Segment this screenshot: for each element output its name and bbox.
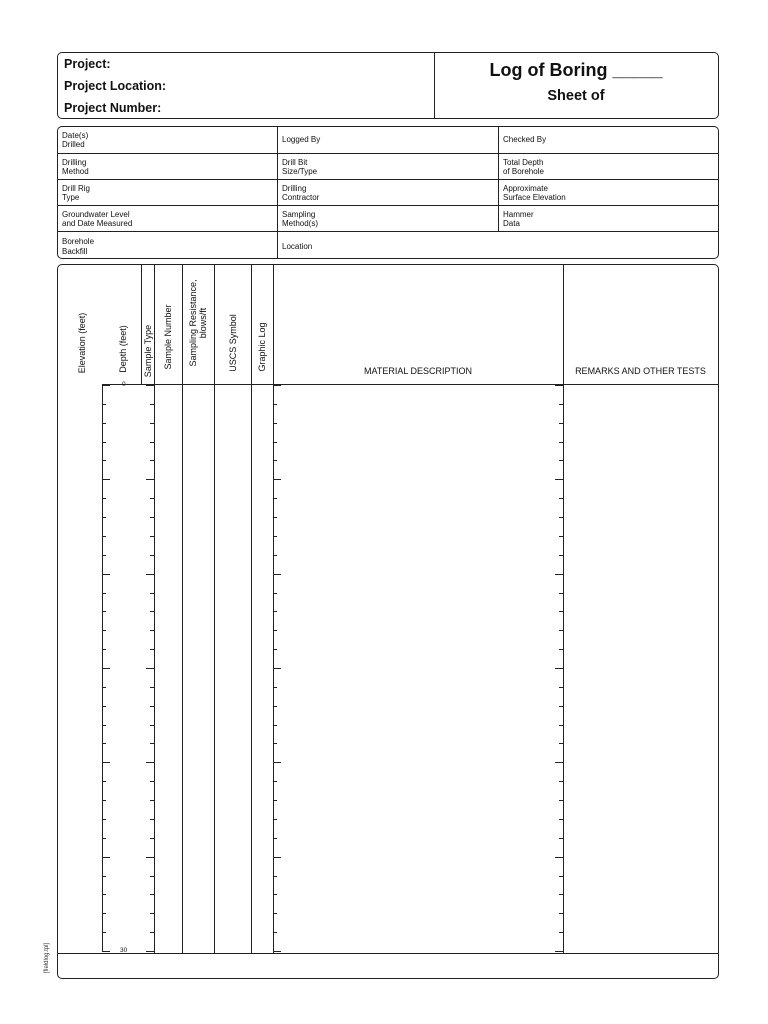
info-cell: Sampling Method(s) [277,206,498,232]
major-depth-tick [555,385,563,386]
minor-depth-tick [150,442,154,443]
info-cell: Checked By [498,127,718,153]
info-row [58,205,718,232]
minor-depth-tick [150,687,154,688]
info-cell: Drilling Contractor [277,180,498,206]
minor-depth-tick [559,913,563,914]
major-depth-tick [273,668,281,669]
major-depth-tick [273,951,281,952]
info-cell: Drilling Method [62,157,89,176]
minor-depth-tick [150,593,154,594]
minor-depth-tick [150,932,154,933]
info-cell: Drill Rig Type [62,183,90,202]
minor-depth-tick [559,442,563,443]
minor-depth-tick [273,630,277,631]
minor-depth-tick [273,894,277,895]
info-row [58,153,718,180]
major-depth-tick [555,951,563,952]
minor-depth-tick [273,611,277,612]
minor-depth-tick [273,819,277,820]
sample-number-heading: Sample Number [163,304,173,370]
minor-depth-tick [559,838,563,839]
log-of-boring-title: Log of Boring _____ [489,60,663,80]
major-depth-tick [146,762,154,763]
minor-depth-tick [559,630,563,631]
minor-depth-tick [150,649,154,650]
major-depth-tick [146,479,154,480]
depth-label-top: 0 [122,381,126,388]
template-stamp: [fieldlog.tpl] [44,942,50,974]
major-depth-tick [102,857,110,858]
minor-depth-tick [273,932,277,933]
minor-depth-tick [559,687,563,688]
minor-depth-tick [273,781,277,782]
minor-depth-tick [559,611,563,612]
elevation-axis-line [102,385,103,951]
minor-depth-tick [559,555,563,556]
major-depth-tick [273,857,281,858]
info-cell: Hammer Data [498,206,718,232]
info-cell: Logged By [277,127,498,153]
sample-type-heading: Sample Type [143,324,153,378]
minor-depth-tick [150,536,154,537]
minor-depth-tick [273,536,277,537]
column-divider [141,265,142,385]
minor-depth-tick [273,593,277,594]
minor-depth-tick [150,498,154,499]
minor-depth-tick [559,781,563,782]
minor-depth-tick [150,725,154,726]
material-description-heading: MATERIAL DESCRIPTION [363,366,472,376]
minor-depth-tick [559,649,563,650]
minor-depth-tick [559,725,563,726]
minor-depth-tick [559,800,563,801]
minor-depth-tick [559,743,563,744]
minor-depth-tick [150,555,154,556]
project-number-label: Project Number: [64,101,162,115]
minor-depth-tick [150,517,154,518]
minor-depth-tick [559,460,563,461]
major-depth-tick [146,385,154,386]
minor-depth-tick [273,517,277,518]
major-depth-tick [146,668,154,669]
minor-depth-tick [559,876,563,877]
minor-depth-tick [150,611,154,612]
column-divider [251,265,252,954]
major-depth-tick [555,479,563,480]
info-cell: Date(s) Drilled [62,130,89,149]
minor-depth-tick [559,593,563,594]
info-cell: Total Depth of Borehole [498,154,718,180]
minor-depth-tick [150,404,154,405]
minor-depth-tick [273,423,277,424]
sheet-label: Sheet of [547,88,605,104]
info-row [58,231,718,259]
major-depth-tick [555,574,563,575]
minor-depth-tick [150,913,154,914]
column-divider [214,265,215,954]
info-row [58,127,718,153]
minor-depth-tick [150,800,154,801]
minor-depth-tick [150,460,154,461]
minor-depth-tick [273,800,277,801]
info-cell: Groundwater Level and Date Measured [62,209,133,228]
minor-depth-tick [559,498,563,499]
info-cell: Location [277,232,718,259]
major-depth-tick [273,762,281,763]
sampling-resistance-heading: Sampling Resistance, blows/ft [188,279,208,367]
header-underline [102,384,718,385]
minor-depth-tick [273,838,277,839]
major-depth-tick [273,574,281,575]
depth-heading: Depth (feet) [118,325,128,373]
major-depth-tick [146,951,154,952]
uscs-symbol-heading: USCS Symbol [228,314,238,372]
remarks-heading: REMARKS AND OTHER TESTS [575,366,706,376]
minor-depth-tick [150,630,154,631]
minor-depth-tick [273,555,277,556]
minor-depth-tick [559,517,563,518]
project-label: Project: [64,57,111,71]
minor-depth-tick [273,460,277,461]
major-depth-tick [273,479,281,480]
minor-depth-tick [150,423,154,424]
column-divider [182,265,183,954]
project-location-label: Project Location: [64,79,167,93]
info-cell: Borehole Backfill [62,237,95,256]
info-cell: Approximate Surface Elevation [498,180,718,206]
minor-depth-tick [559,932,563,933]
minor-depth-tick [150,894,154,895]
minor-depth-tick [559,536,563,537]
major-depth-tick [555,668,563,669]
major-depth-tick [555,762,563,763]
major-depth-tick [555,857,563,858]
column-divider [154,265,155,954]
minor-depth-tick [273,743,277,744]
minor-depth-tick [150,743,154,744]
major-depth-tick [102,479,110,480]
minor-depth-tick [273,706,277,707]
major-depth-tick [146,857,154,858]
minor-depth-tick [273,649,277,650]
major-depth-tick [102,385,110,386]
bottom-rule [58,953,718,954]
boring-log-table [57,264,719,979]
major-depth-tick [102,951,110,952]
minor-depth-tick [150,876,154,877]
minor-depth-tick [559,423,563,424]
major-depth-tick [102,574,110,575]
minor-depth-tick [150,706,154,707]
minor-depth-tick [150,819,154,820]
major-depth-tick [146,574,154,575]
minor-depth-tick [273,913,277,914]
graphic-log-heading: Graphic Log [257,322,267,372]
minor-depth-tick [559,404,563,405]
info-cell: Drill Bit Size/Type [277,154,498,180]
minor-depth-tick [273,442,277,443]
minor-depth-tick [559,819,563,820]
minor-depth-tick [559,894,563,895]
minor-depth-tick [559,706,563,707]
depth-label-bottom: 30 [120,947,128,954]
minor-depth-tick [273,725,277,726]
major-depth-tick [102,668,110,669]
elevation-heading: Elevation (feet) [77,312,87,374]
minor-depth-tick [273,876,277,877]
minor-depth-tick [273,687,277,688]
minor-depth-tick [150,781,154,782]
minor-depth-tick [150,838,154,839]
major-depth-tick [102,762,110,763]
header-box [57,52,719,119]
major-depth-tick [273,385,281,386]
boring-info-grid [57,126,719,259]
info-row [58,179,718,206]
minor-depth-tick [273,404,277,405]
minor-depth-tick [273,498,277,499]
